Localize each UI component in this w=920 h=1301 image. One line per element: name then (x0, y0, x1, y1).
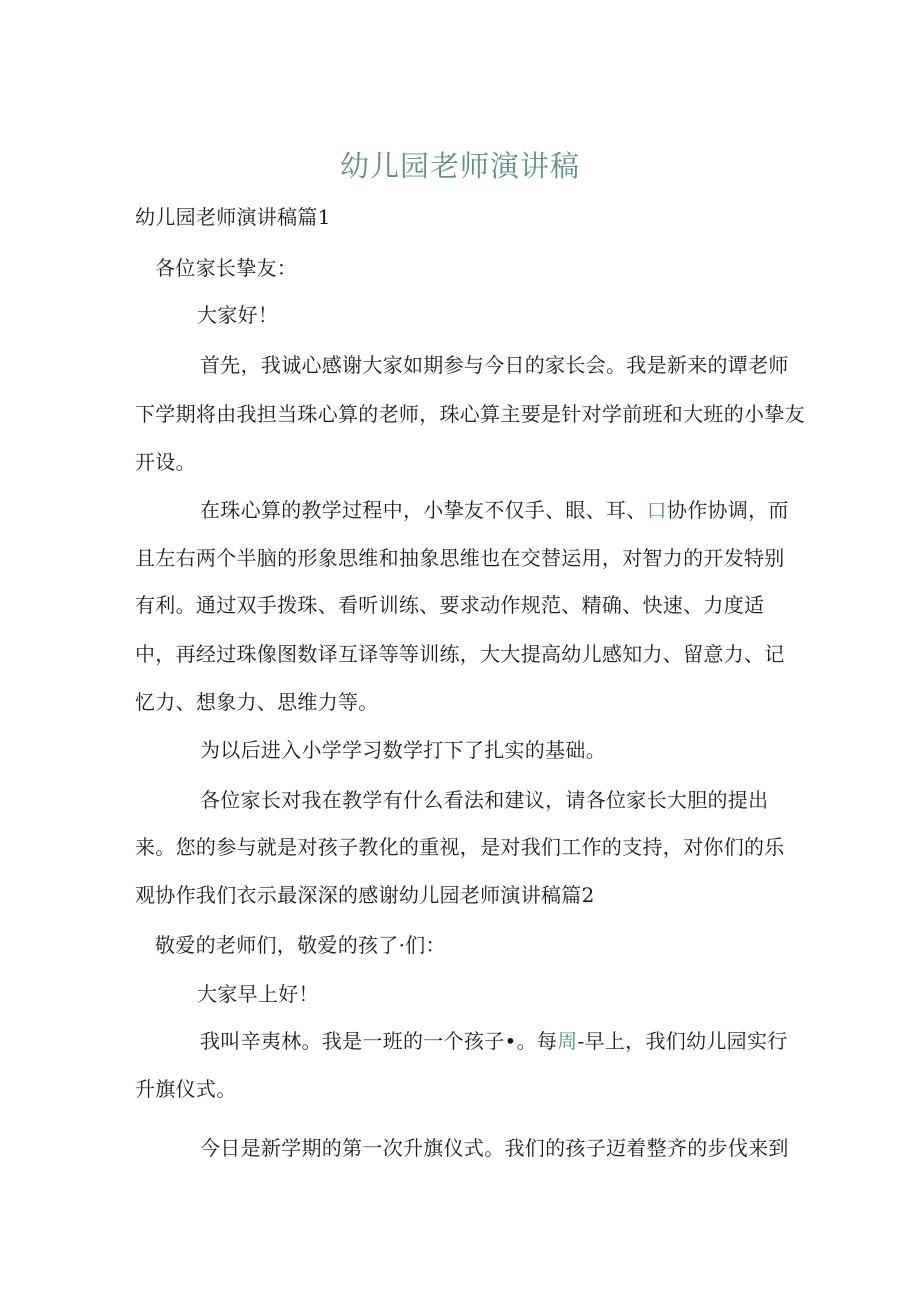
paragraph-line: 升旗仪式。 (135, 1077, 237, 1101)
paragraph-text: 在珠心算的教学过程中，小挚友不仅手、眼、耳、 (200, 498, 647, 522)
paragraph-line: 观协作我们衣示最深深的感谢幼儿园老师演讲稿篇2 (135, 883, 595, 907)
salutation-teachers: 敬爱的老师们，敬爱的孩了·们： (155, 933, 446, 957)
paragraph-line: 开设。 (135, 450, 196, 474)
greeting: 大家好！ (197, 303, 279, 327)
salutation-parents: 各位家长挚友： (155, 256, 298, 280)
greeting: 大家早上好！ (197, 982, 319, 1006)
highlighted-character: 周 (557, 1029, 578, 1053)
paragraph-line: 各位家长对我在教学有什么看法和建议，请各位家长大胆的提出 (200, 788, 769, 812)
paragraph-text: 协作协调，而 (666, 498, 789, 522)
section-heading-1: 幼儿园老师演讲稿篇1 (135, 205, 331, 229)
paragraph-line: 首先，我诚心感谢大家如期参与今日的家长会。我是新来的谭老师 (200, 353, 789, 377)
document-title: 幼儿园老师演讲稿 (339, 149, 580, 183)
paragraph-line: 今日是新学期的第一次升旗仪式。我们的孩子迈着整齐的步伐来到 (200, 1136, 789, 1160)
paragraph-line (200, 1027, 788, 1055)
paragraph-line: 有利。通过双手拨珠、看听训练、要求动作规范、精确、快速、力度适 (135, 593, 765, 617)
paragraph-line: 下学期将由我担当珠心算的老师，珠心算主要是针对学前班和大班的小挚友 (135, 402, 805, 426)
paragraph-line: 中，再经过珠像图数译互译等等训练，大大提高幼儿感知力、留意力、记 (135, 642, 785, 666)
paragraph-line: 为以后进入小学学习数学打下了扎实的基础。 (200, 738, 606, 762)
paragraph-line: 来。您的参与就是对孩子教化的重视，是对我们工作的支持，对你们的乐 (135, 835, 785, 859)
paragraph-text: 我叫辛夷林。我是一班的一个孩子•。每 (200, 1029, 558, 1053)
paragraph-text: -早上，我们幼儿园实行 (577, 1029, 788, 1053)
paragraph-line: 且左右两个半脑的形象思维和抽象思维也在交替运用，对智力的开发特别 (135, 546, 785, 570)
paragraph-line: 忆力、想象力、思维力等。 (135, 690, 379, 714)
paragraph-line (200, 496, 789, 524)
highlighted-character: 口 (646, 498, 667, 522)
